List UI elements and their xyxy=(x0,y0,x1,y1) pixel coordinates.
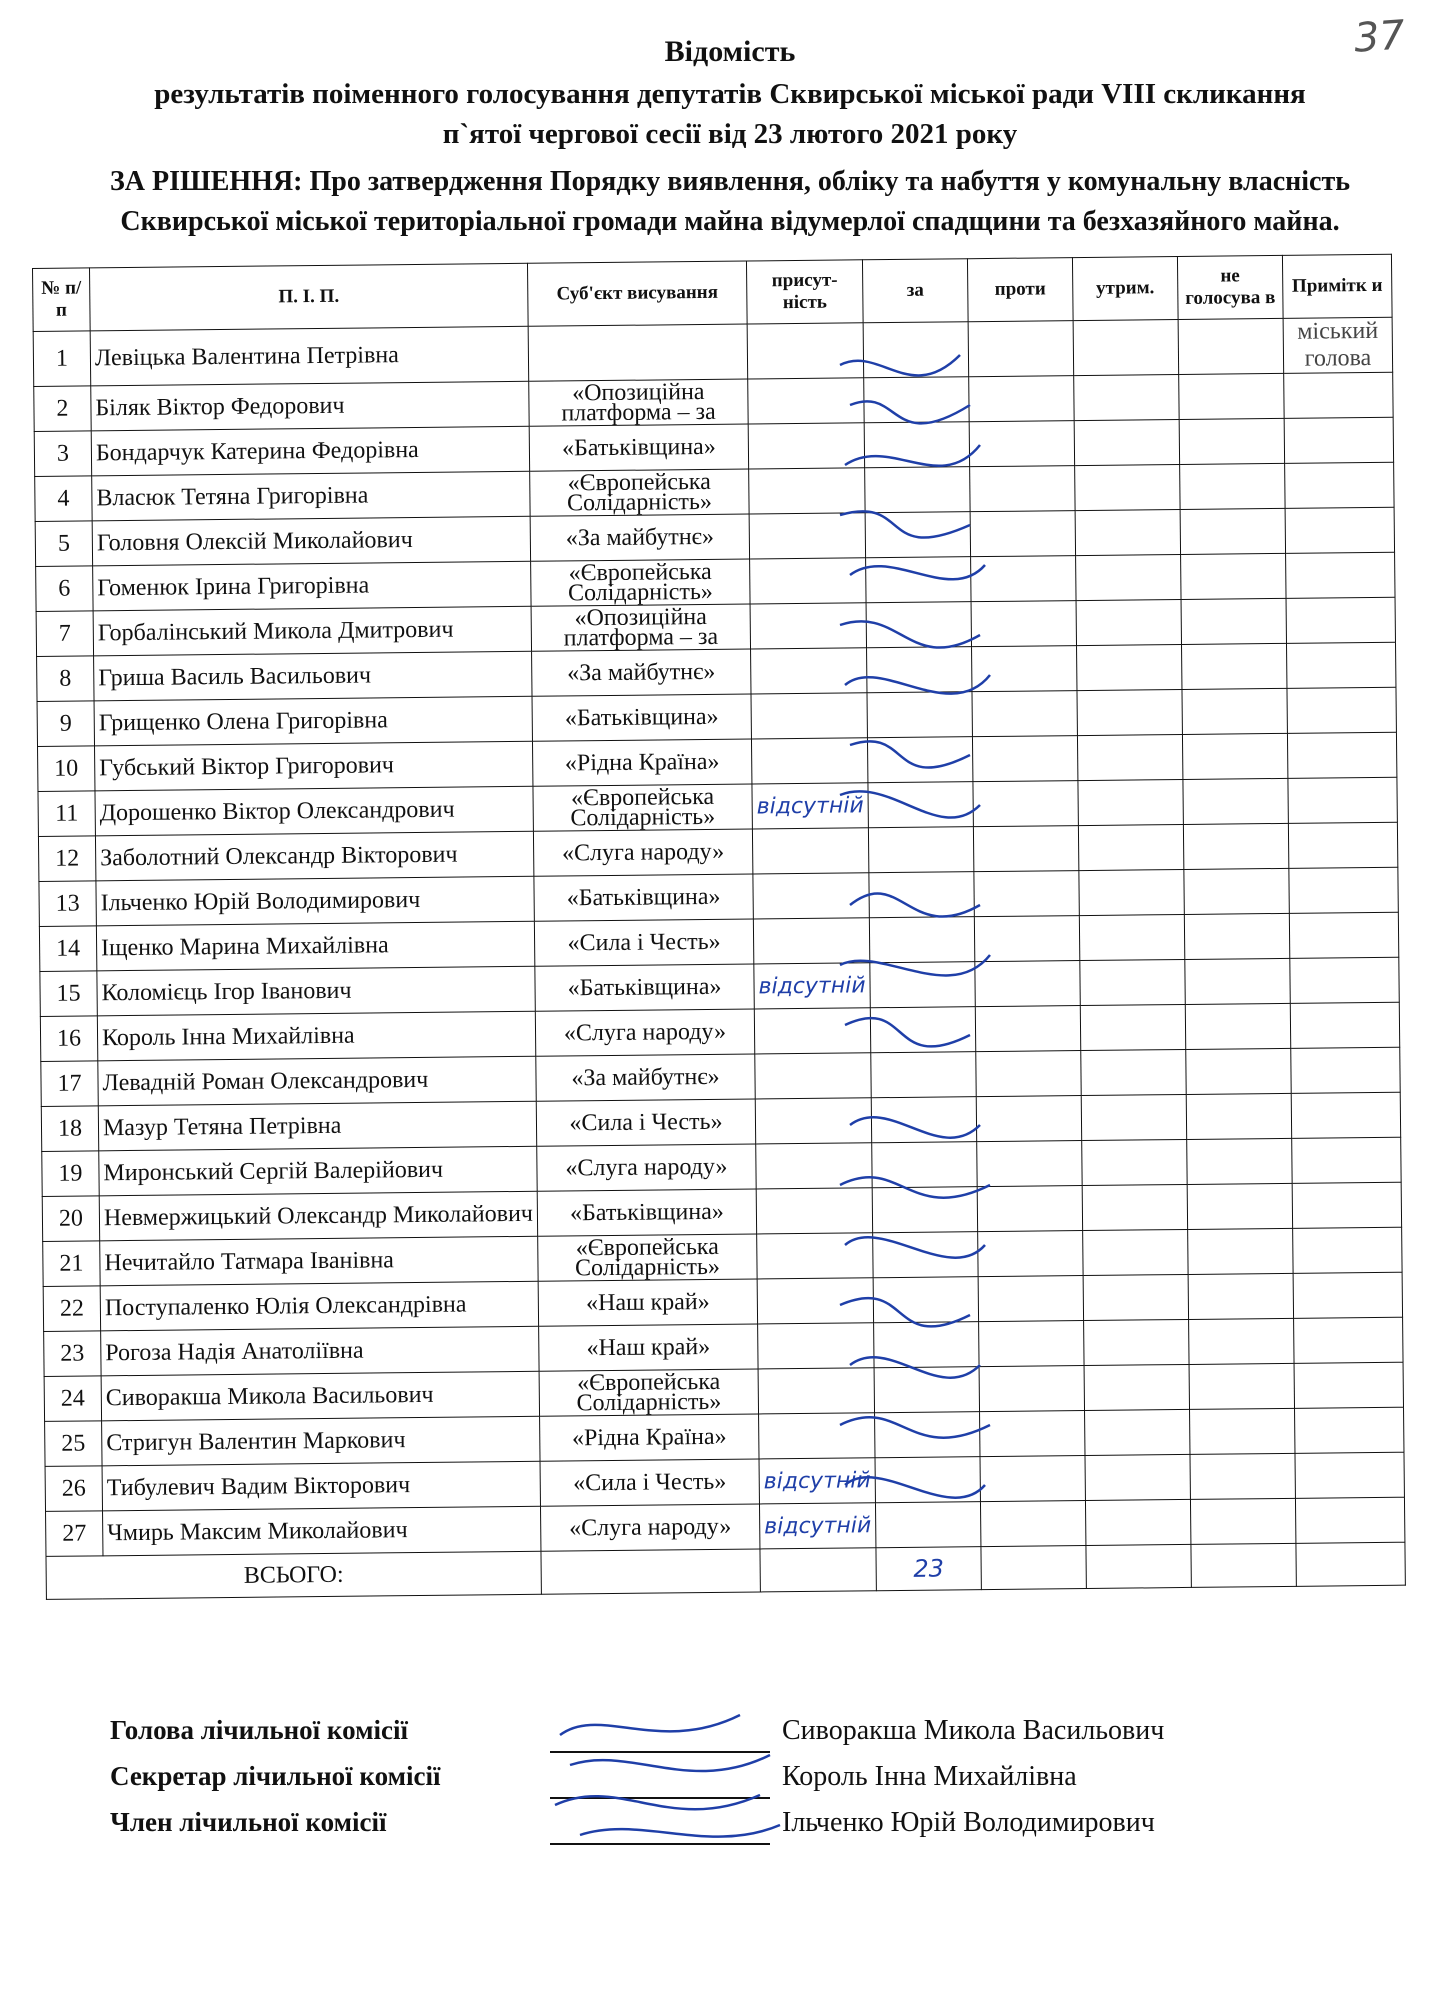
abstain-cell xyxy=(1074,374,1179,420)
for-cell xyxy=(866,602,971,648)
row-number: 7 xyxy=(36,611,93,657)
deputy-name: Рогоза Надія Анатоліївна xyxy=(101,1326,539,1376)
not-voted-cell xyxy=(1190,1453,1295,1499)
presence-cell xyxy=(758,1323,874,1369)
note-cell xyxy=(1293,1227,1403,1273)
deputy-party: «Європейська Солідарність» xyxy=(538,1234,757,1281)
against-cell xyxy=(969,376,1074,422)
for-cell xyxy=(864,377,969,423)
abstain-cell xyxy=(1084,1409,1189,1455)
commission-person: Сиворакша Микола Васильович xyxy=(782,1715,1165,1746)
not-voted-cell xyxy=(1190,1498,1295,1544)
for-cell xyxy=(863,322,969,378)
deputy-name: Чмирь Максим Миколайович xyxy=(103,1506,541,1556)
not-voted-cell xyxy=(1189,1408,1294,1454)
deputy-party: «Опозиційна платформа – за xyxy=(531,604,750,651)
deputy-name: Мазур Тетяна Петрівна xyxy=(98,1101,536,1151)
against-cell xyxy=(972,646,1077,692)
row-number: 8 xyxy=(37,656,94,702)
for-cell xyxy=(870,1007,975,1053)
deputy-name: Губський Віктор Григорович xyxy=(94,741,532,791)
for-cell xyxy=(868,827,973,873)
abstain-cell xyxy=(1081,1094,1186,1140)
row-number: 24 xyxy=(44,1376,101,1422)
deputy-party: «Батьківщина» xyxy=(529,424,748,471)
deputy-party: «Рідна Країна» xyxy=(532,739,751,786)
row-number: 26 xyxy=(45,1466,102,1512)
presence-cell xyxy=(758,1368,874,1414)
presence-cell xyxy=(752,828,868,874)
row-number: 20 xyxy=(42,1196,99,1242)
not-voted-cell xyxy=(1187,1138,1292,1184)
deputy-party xyxy=(528,324,748,381)
note-cell xyxy=(1291,1092,1401,1138)
col-presence: присут-ність xyxy=(746,260,863,324)
deputy-party: «Слуга народу» xyxy=(537,1144,756,1191)
total-abstain-cell xyxy=(1086,1544,1191,1588)
deputy-party: «За майбутнє» xyxy=(536,1054,755,1101)
against-cell xyxy=(977,1141,1082,1187)
presence-cell xyxy=(755,1053,871,1099)
note-cell xyxy=(1289,867,1399,913)
not-voted-cell xyxy=(1181,598,1286,644)
abstain-cell xyxy=(1076,599,1181,645)
deputy-party: «Європейська Солідарність» xyxy=(533,784,752,831)
against-cell xyxy=(973,781,1078,827)
deputy-name: Гоменюк Ірина Григорівна xyxy=(93,561,531,611)
for-cell xyxy=(865,467,970,513)
col-not-voted: не голосува в xyxy=(1177,255,1283,319)
for-cell xyxy=(870,962,975,1008)
total-party-cell xyxy=(541,1549,760,1594)
counting-commission xyxy=(110,1715,1410,1853)
note-cell xyxy=(1294,1407,1404,1453)
note-cell: міський голова xyxy=(1283,317,1393,373)
deputy-party: «Наш край» xyxy=(539,1324,758,1371)
row-number: 18 xyxy=(41,1106,98,1152)
deputy-name: Іщенко Марина Михайлівна xyxy=(96,921,534,971)
row-number: 6 xyxy=(36,566,93,612)
note-cell xyxy=(1284,417,1394,463)
presence-cell xyxy=(752,783,868,829)
deputy-name: Нечитайло Татмара Іванівна xyxy=(100,1236,538,1286)
abstain-cell xyxy=(1079,869,1184,915)
against-cell xyxy=(978,1276,1083,1322)
commission-person: Ільченко Юрій Володимирович xyxy=(782,1807,1155,1838)
row-number: 3 xyxy=(34,431,91,477)
deputy-name: Король Інна Михайлівна xyxy=(97,1011,535,1061)
deputy-name: Сиворакша Микола Васильович xyxy=(101,1371,539,1421)
row-number: 2 xyxy=(34,386,91,432)
col-party: Суб'єкт висування xyxy=(527,261,747,326)
deputy-name: Заболотний Олександр Вікторович xyxy=(95,831,533,881)
col-for: за xyxy=(862,259,968,323)
presence-cell xyxy=(749,468,865,514)
note-cell xyxy=(1294,1362,1404,1408)
row-number: 14 xyxy=(39,926,96,972)
deputy-party: «Батьківщина» xyxy=(532,694,751,741)
commission-role: Член лічильної комісії xyxy=(110,1807,387,1837)
total-label: ВСЬОГО: xyxy=(46,1551,541,1599)
presence-cell xyxy=(750,558,866,604)
abstain-cell xyxy=(1083,1229,1188,1275)
presence-cell xyxy=(757,1278,873,1324)
row-number: 25 xyxy=(45,1421,102,1467)
abstain-cell xyxy=(1084,1364,1189,1410)
deputy-name: Власюк Тетяна Григорівна xyxy=(92,471,530,521)
note-cell xyxy=(1284,372,1394,418)
document-subtitle: результатів поіменного голосування депутатів Сквирської міської ради VIII скликання xyxy=(154,78,1306,110)
deputy-name: Коломієць Ігор Іванович xyxy=(97,966,535,1016)
not-voted-cell xyxy=(1187,1183,1292,1229)
abstain-cell xyxy=(1078,824,1183,870)
note-cell xyxy=(1287,732,1397,778)
deputy-party: «Батьківщина» xyxy=(534,874,753,921)
document-header xyxy=(60,30,1400,242)
commission-signatures-scribble xyxy=(540,1695,800,1865)
for-cell xyxy=(874,1367,979,1413)
deputy-party: «Сила і Честь» xyxy=(536,1099,755,1146)
abstain-cell xyxy=(1079,914,1184,960)
for-cell xyxy=(871,1052,976,1098)
not-voted-cell xyxy=(1178,318,1284,374)
col-abstain: утрим. xyxy=(1072,257,1178,321)
deputy-name: Гриша Василь Васильович xyxy=(94,651,532,701)
not-voted-cell xyxy=(1189,1363,1294,1409)
against-cell xyxy=(970,466,1075,512)
presence-cell xyxy=(754,963,870,1009)
note-cell xyxy=(1289,912,1399,958)
against-cell xyxy=(974,871,1079,917)
total-presence-cell xyxy=(760,1548,876,1592)
for-cell xyxy=(867,647,972,693)
deputy-name: Дорошенко Віктор Олександрович xyxy=(95,786,533,836)
deputy-name: Грищенко Олена Григорівна xyxy=(94,696,532,746)
page-number: 37 xyxy=(1352,12,1407,62)
presence-cell xyxy=(750,603,866,649)
col-against: проти xyxy=(967,258,1073,322)
abstain-cell xyxy=(1075,509,1180,555)
abstain-cell xyxy=(1083,1274,1188,1320)
votes-table-wrap xyxy=(32,265,1392,1600)
presence-cell xyxy=(756,1188,872,1234)
for-cell xyxy=(872,1142,977,1188)
session-line: п`ятої чергової сесії від 23 лютого 2021 року xyxy=(442,118,1018,150)
deputy-party: «Європейська Солідарність» xyxy=(539,1369,758,1416)
deputy-name: Горбалінський Микола Дмитрович xyxy=(93,606,531,656)
note-cell xyxy=(1287,687,1397,733)
note-cell xyxy=(1294,1317,1404,1363)
for-cell xyxy=(866,557,971,603)
deputy-party: «Сила і Честь» xyxy=(534,919,753,966)
deputy-party: «Наш край» xyxy=(538,1279,757,1326)
document-title: Відомість xyxy=(664,35,796,68)
absent-mark: відсутній xyxy=(763,1467,871,1494)
abstain-cell xyxy=(1080,959,1185,1005)
not-voted-cell xyxy=(1180,463,1285,509)
presence-cell xyxy=(748,378,864,424)
for-cell xyxy=(874,1322,979,1368)
not-voted-cell xyxy=(1185,1003,1290,1049)
votes-table xyxy=(32,254,1406,1600)
note-cell xyxy=(1292,1137,1402,1183)
against-cell xyxy=(968,321,1074,377)
row-number: 1 xyxy=(33,331,91,387)
abstain-cell xyxy=(1080,1004,1185,1050)
presence-cell xyxy=(753,918,869,964)
not-voted-cell xyxy=(1184,913,1289,959)
against-cell xyxy=(976,1096,1081,1142)
for-cell xyxy=(875,1457,980,1503)
row-number: 19 xyxy=(42,1151,99,1197)
against-cell xyxy=(979,1366,1084,1412)
presence-cell xyxy=(749,513,865,559)
note-cell xyxy=(1290,1002,1400,1048)
not-voted-cell xyxy=(1181,553,1286,599)
against-cell xyxy=(972,736,1077,782)
abstain-cell xyxy=(1073,320,1179,376)
note-cell xyxy=(1288,822,1398,868)
abstain-cell xyxy=(1075,464,1180,510)
against-cell xyxy=(975,1006,1080,1052)
row-number: 27 xyxy=(46,1511,103,1557)
deputy-party: «Опозиційна платформа – за xyxy=(529,379,748,426)
note-cell xyxy=(1293,1272,1403,1318)
row-number: 23 xyxy=(44,1331,101,1377)
not-voted-cell xyxy=(1182,733,1287,779)
deputy-party: «Слуга народу» xyxy=(533,829,752,876)
deputy-party: «Сила і Честь» xyxy=(540,1459,759,1506)
deputy-party: «За майбутнє» xyxy=(530,514,749,561)
abstain-cell xyxy=(1082,1139,1187,1185)
for-cell xyxy=(873,1277,978,1323)
for-cell xyxy=(872,1187,977,1233)
col-name: П. І. П. xyxy=(89,263,528,331)
deputy-party: «Батьківщина» xyxy=(537,1189,756,1236)
row-number: 22 xyxy=(43,1286,100,1332)
note-cell xyxy=(1291,1047,1401,1093)
deputy-party: «Слуга народу» xyxy=(540,1504,759,1551)
absent-mark: відсутній xyxy=(758,972,866,999)
presence-cell xyxy=(756,1143,872,1189)
not-voted-cell xyxy=(1186,1093,1291,1139)
abstain-cell xyxy=(1078,779,1183,825)
table-body xyxy=(33,317,1405,1556)
presence-cell xyxy=(757,1233,873,1279)
row-number: 21 xyxy=(43,1241,100,1287)
row-number: 13 xyxy=(39,881,96,927)
row-number: 12 xyxy=(38,836,95,882)
deputy-name: Левадній Роман Олександрович xyxy=(98,1056,536,1106)
for-cell xyxy=(869,917,974,963)
abstain-cell xyxy=(1076,644,1181,690)
deputy-party: «Слуга народу» xyxy=(535,1009,754,1056)
not-voted-cell xyxy=(1179,373,1284,419)
for-cell xyxy=(875,1502,980,1548)
for-cell xyxy=(871,1097,976,1143)
for-cell xyxy=(875,1412,980,1458)
not-voted-cell xyxy=(1183,778,1288,824)
row-number: 11 xyxy=(38,791,95,837)
against-cell xyxy=(975,961,1080,1007)
not-voted-cell xyxy=(1183,823,1288,869)
abstain-cell xyxy=(1085,1454,1190,1500)
presence-cell xyxy=(751,693,867,739)
row-number: 9 xyxy=(37,701,94,747)
row-number: 4 xyxy=(35,476,92,522)
note-cell xyxy=(1295,1497,1405,1543)
presence-cell xyxy=(755,1098,871,1144)
abstain-cell xyxy=(1081,1049,1186,1095)
absent-mark: відсутній xyxy=(756,792,864,819)
against-cell xyxy=(980,1456,1085,1502)
abstain-cell xyxy=(1074,419,1179,465)
total-for-value: 23 xyxy=(876,1547,981,1591)
against-cell xyxy=(972,691,1077,737)
abstain-cell xyxy=(1084,1319,1189,1365)
decision-title: ЗА РІШЕННЯ: Про затвердження Порядку виявлення, обліку та набуття у комунальну власність Сквирської міської територіальної громади майна відумерлої спадщини та безхазяйного майна. xyxy=(109,166,1351,237)
against-cell xyxy=(971,601,1076,647)
deputy-name: Невмержицький Олександр Миколайович xyxy=(99,1191,537,1241)
commission-role: Голова лічильної комісії xyxy=(110,1715,408,1745)
presence-cell xyxy=(748,423,864,469)
note-cell xyxy=(1286,597,1396,643)
note-cell xyxy=(1285,507,1395,553)
presence-cell xyxy=(759,1458,875,1504)
against-cell xyxy=(978,1231,1083,1277)
not-voted-cell xyxy=(1180,508,1285,554)
absent-mark: відсутній xyxy=(764,1512,872,1539)
for-cell xyxy=(864,422,969,468)
abstain-cell xyxy=(1077,734,1182,780)
not-voted-cell xyxy=(1188,1228,1293,1274)
against-cell xyxy=(980,1411,1085,1457)
total-not-voted-cell xyxy=(1191,1543,1296,1587)
for-cell xyxy=(867,692,972,738)
deputy-party: «Європейська Солідарність» xyxy=(531,559,750,606)
deputy-name: Головня Олексій Миколайович xyxy=(92,516,530,566)
presence-cell xyxy=(751,738,867,784)
deputy-name: Ільченко Юрій Володимирович xyxy=(96,876,534,926)
deputy-name: Бондарчук Катерина Федорівна xyxy=(91,426,529,476)
deputy-name: Поступаленко Юлія Олександрівна xyxy=(100,1281,538,1331)
presence-cell xyxy=(747,323,864,379)
total-against-cell xyxy=(981,1546,1086,1590)
deputy-name: Левіцька Валентина Петрівна xyxy=(90,326,529,386)
for-cell xyxy=(869,872,974,918)
not-voted-cell xyxy=(1181,643,1286,689)
not-voted-cell xyxy=(1186,1048,1291,1094)
against-cell xyxy=(980,1501,1085,1547)
against-cell xyxy=(969,421,1074,467)
note-cell xyxy=(1288,777,1398,823)
not-voted-cell xyxy=(1189,1318,1294,1364)
row-number: 10 xyxy=(38,746,95,792)
commission-person: Король Інна Михайлівна xyxy=(782,1761,1077,1792)
deputy-name: Миронський Сергій Валерійович xyxy=(99,1146,537,1196)
col-number: № п/п xyxy=(33,268,91,332)
presence-cell xyxy=(759,1413,875,1459)
deputy-party: «Європейська Солідарність» xyxy=(530,469,749,516)
deputy-name: Тибулевич Вадим Вікторович xyxy=(102,1461,540,1511)
presence-cell xyxy=(754,1008,870,1054)
abstain-cell xyxy=(1082,1184,1187,1230)
deputy-party: «За майбутнє» xyxy=(532,649,751,696)
commission-role: Секретар лічильної комісії xyxy=(110,1761,441,1791)
presence-cell xyxy=(753,873,869,919)
not-voted-cell xyxy=(1188,1273,1293,1319)
presence-cell xyxy=(759,1503,875,1549)
note-cell xyxy=(1285,552,1395,598)
col-notes: Примітк и xyxy=(1282,254,1392,318)
note-cell xyxy=(1290,957,1400,1003)
against-cell xyxy=(973,826,1078,872)
against-cell xyxy=(979,1321,1084,1367)
total-notes-cell xyxy=(1296,1542,1406,1586)
row-number: 16 xyxy=(40,1016,97,1062)
not-voted-cell xyxy=(1182,688,1287,734)
row-number: 15 xyxy=(40,971,97,1017)
for-cell xyxy=(868,782,973,828)
deputy-name: Біляк Віктор Федорович xyxy=(91,381,529,431)
deputy-party: «Батьківщина» xyxy=(535,964,754,1011)
not-voted-cell xyxy=(1185,958,1290,1004)
note-cell xyxy=(1285,462,1395,508)
against-cell xyxy=(977,1186,1082,1232)
for-cell xyxy=(873,1232,978,1278)
for-cell xyxy=(865,512,970,558)
note-cell xyxy=(1292,1182,1402,1228)
against-cell xyxy=(971,556,1076,602)
note-cell xyxy=(1286,642,1396,688)
abstain-cell xyxy=(1076,554,1181,600)
against-cell xyxy=(976,1051,1081,1097)
against-cell xyxy=(970,511,1075,557)
against-cell xyxy=(974,916,1079,962)
note-cell xyxy=(1295,1452,1405,1498)
for-cell xyxy=(867,737,972,783)
not-voted-cell xyxy=(1184,868,1289,914)
not-voted-cell xyxy=(1179,418,1284,464)
deputy-party: «Рідна Країна» xyxy=(540,1414,759,1461)
row-number: 5 xyxy=(35,521,92,567)
abstain-cell xyxy=(1085,1499,1190,1545)
abstain-cell xyxy=(1077,689,1182,735)
row-number: 17 xyxy=(41,1061,98,1107)
deputy-name: Стригун Валентин Маркович xyxy=(102,1416,540,1466)
presence-cell xyxy=(751,648,867,694)
